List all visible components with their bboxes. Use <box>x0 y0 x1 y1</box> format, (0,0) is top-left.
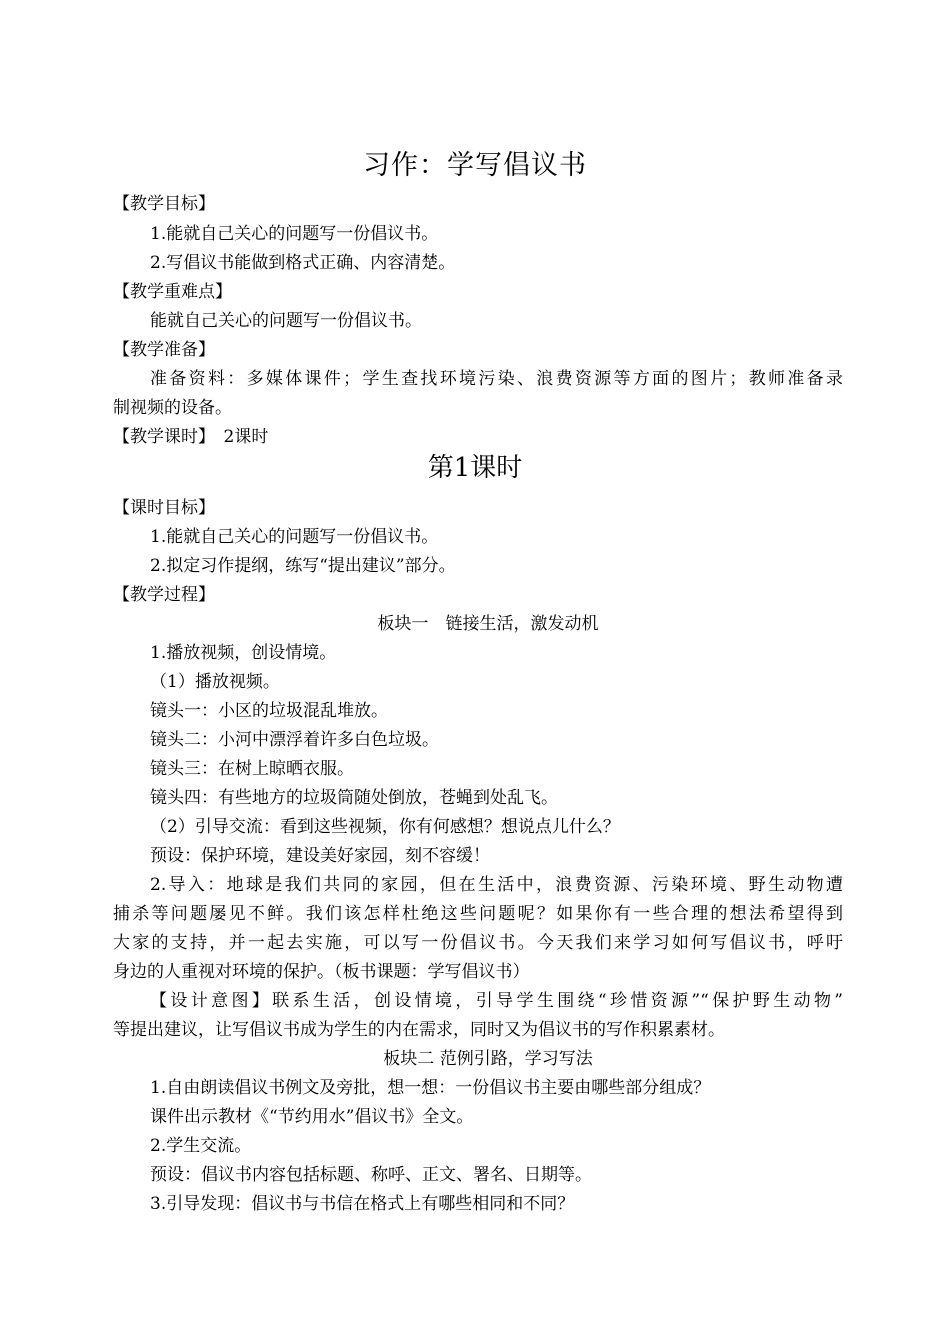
section-heading-preparation: 【教学准备】 <box>113 340 215 360</box>
intro-text: 身边的人重视对环境的保护。（板书课题：学写倡议书） <box>113 962 530 982</box>
step-text: 3.引导发现：倡议书与书信在格式上有哪些相同和不同？ <box>150 1194 575 1214</box>
document-title: 习作：学写倡议书 <box>363 150 587 181</box>
step-text: （2）引导交流：看到这些视频，你有何感想？想说点儿什么？ <box>150 817 620 837</box>
preset-text: 预设：保护环境，建设美好家园，刻不容缓！ <box>150 846 490 866</box>
step-text: 2.学生交流。 <box>150 1136 252 1156</box>
section-heading-lesson-goals: 【课时目标】 <box>113 498 215 518</box>
lesson-goal-item: 1.能就自己关心的问题写一份倡议书。 <box>150 527 439 547</box>
shot-text: 镜头二：小河中漂浮着许多白色垃圾。 <box>150 730 439 750</box>
intro-text: 大家的支持，并一起去实施，可以写一份倡议书。今天我们来学习如何写倡议书，呼吁 <box>113 933 843 953</box>
section-heading-process: 【教学过程】 <box>113 585 215 605</box>
shot-text: 镜头三：在树上晾晒衣服。 <box>150 759 354 779</box>
step-text: 1.播放视频，创设情境。 <box>150 643 337 663</box>
section-heading-hours: 【教学课时】 2课时 <box>113 427 269 447</box>
step-text: 课件出示教材《“节约用水”倡议书》全文。 <box>150 1107 474 1127</box>
block-title: 板块二 范例引路，学习写法 <box>383 1049 593 1069</box>
preparation-text: 准备资料：多媒体课件；学生查找环境污染、浪费资源等方面的图片；教师准备录 <box>150 369 843 389</box>
section-heading-key-points: 【教学重难点】 <box>113 282 232 302</box>
preparation-text: 制视频的设备。 <box>113 398 232 418</box>
lesson-goal-item: 2.拟定习作提纲，练写“提出建议”部分。 <box>150 556 456 576</box>
step-text: 1.自由朗读倡议书例文及旁批，想一想：一份倡议书主要由哪些部分组成？ <box>150 1078 711 1098</box>
preset-text: 预设：倡议书内容包括标题、称呼、正文、署名、日期等。 <box>150 1165 592 1185</box>
lesson-title: 第1课时 <box>427 453 523 483</box>
goal-item: 2.写倡议书能做到格式正确、内容清楚。 <box>150 253 456 273</box>
section-heading-goals: 【教学目标】 <box>113 194 215 214</box>
shot-text: 镜头一：小区的垃圾混乱堆放。 <box>150 701 388 721</box>
key-point-text: 能就自己关心的问题写一份倡议书。 <box>150 311 422 331</box>
step-text: （1）播放视频。 <box>150 672 280 692</box>
shot-text: 镜头四：有些地方的垃圾筒随处倒放，苍蝇到处乱飞。 <box>150 788 558 808</box>
design-intent-text: 【设计意图】联系生活，创设情境，引导学生围绕“珍惜资源”“保护野生动物” <box>150 991 843 1011</box>
block-title: 板块一 链接生活，激发动机 <box>377 614 599 634</box>
intro-text: 捕杀等问题屡见不鲜。我们该怎样杜绝这些问题呢？如果你有一些合理的想法希望得到 <box>113 904 843 924</box>
goal-item: 1.能就自己关心的问题写一份倡议书。 <box>150 224 439 244</box>
design-intent-text: 等提出建议，让写倡议书成为学生的内在需求，同时又为倡议书的写作积累素材。 <box>113 1020 725 1040</box>
intro-text: 2.导入：地球是我们共同的家园，但在生活中，浪费资源、污染环境、野生动物遭 <box>150 875 843 895</box>
